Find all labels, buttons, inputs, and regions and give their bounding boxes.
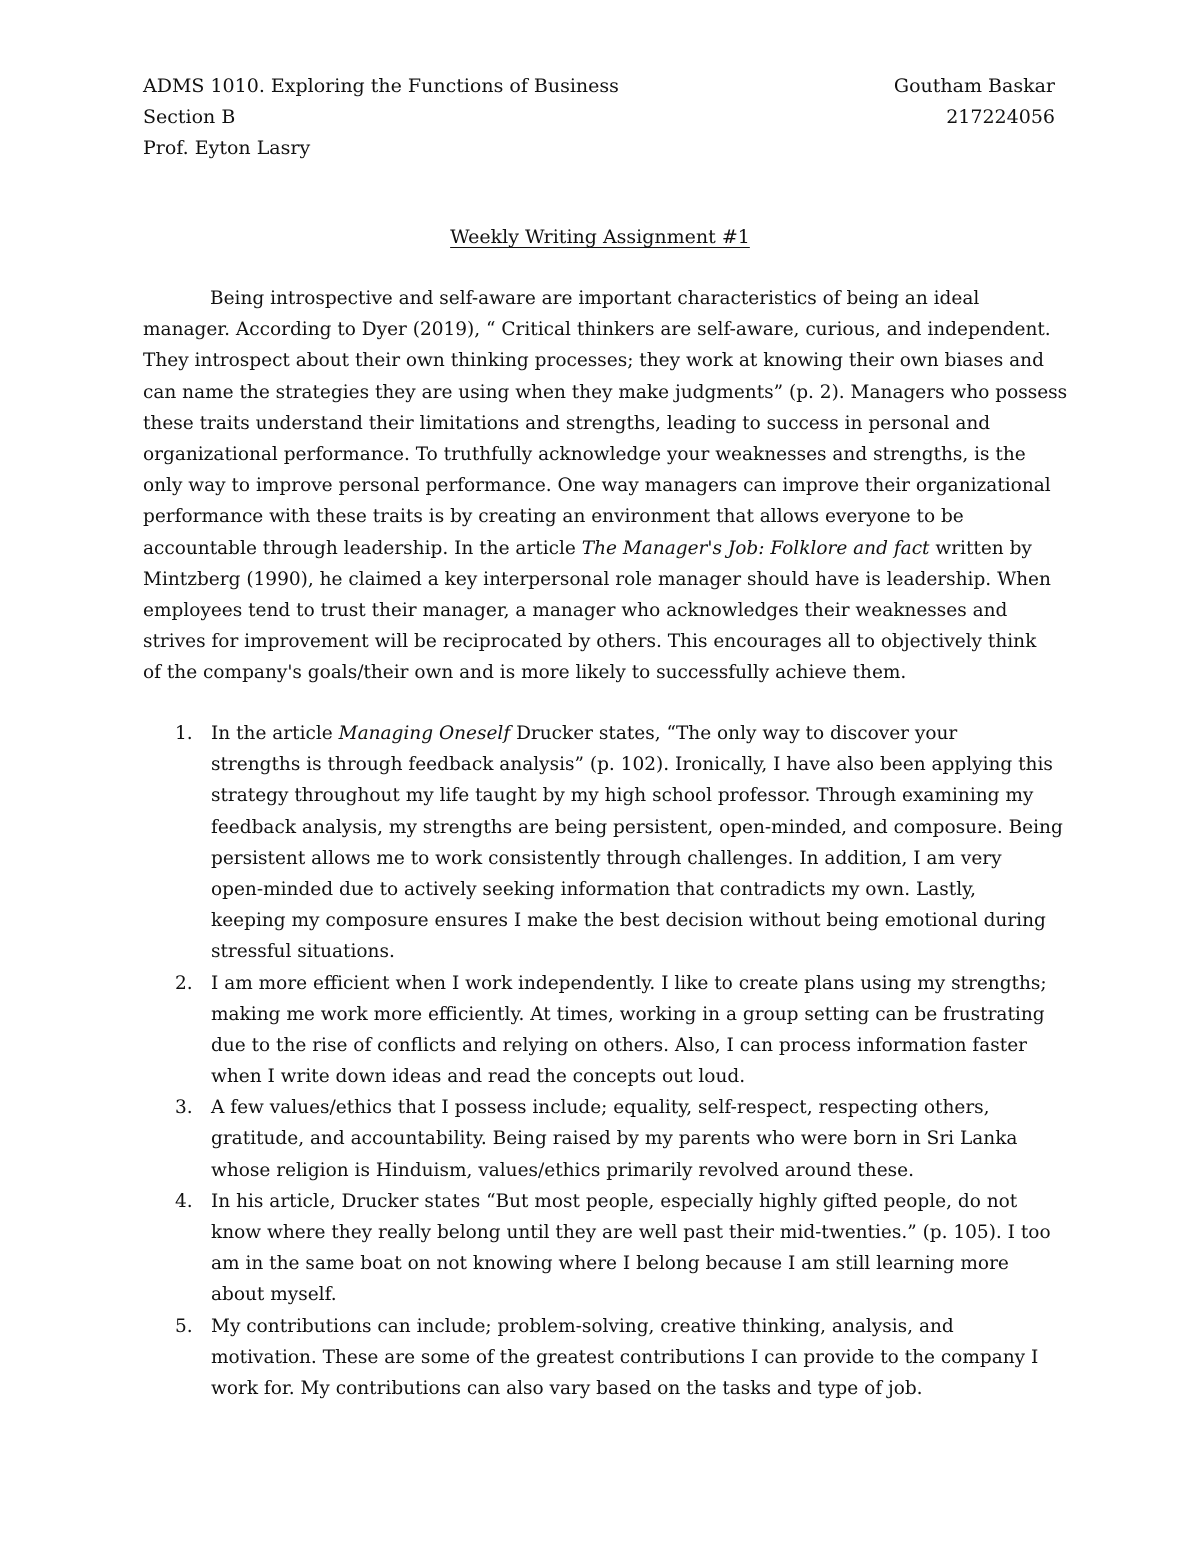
student-id: 217224056 (946, 106, 1055, 128)
paragraph-line: Being introspective and self-aware are important characteristics of being an ideal (210, 288, 980, 309)
list-number: 1. (175, 723, 193, 744)
paragraph-line: They introspect about their own thinking processes; they work at knowing their own biases and (143, 350, 1044, 372)
line-text: accountable through leadership. In the article (143, 537, 582, 559)
list-line: persistent allows me to work consistently through challenges. In addition, I am very (211, 847, 1002, 869)
paragraph-line: strives for improvement will be reciprocated by others. This encourages all to objectively think (143, 631, 1037, 653)
student-name: Goutham Baskar (893, 75, 1055, 97)
paragraph-line: can name the strategies they are using when they make judgments” (p. 2). Managers who possess (143, 381, 1068, 403)
list-line: work for. My contributions can also vary based on the tasks and type of job. (211, 1377, 923, 1399)
list-item (143, 718, 1063, 968)
list-line: due to the rise of conflicts and relying on others. Also, I can process information faster (211, 1034, 1028, 1056)
paragraph-line: manager. According to Dyer (2019), “ Critical thinkers are self-aware, curious, and independent. (143, 319, 1051, 341)
section-label: Section B (143, 106, 236, 128)
list-line: feedback analysis, my strengths are being persistent, open-minded, and composure. Being (211, 816, 1063, 838)
list-line: strategy throughout my life taught by my high school professor. Through examining my (211, 785, 1034, 807)
paragraph-line: employees tend to trust their manager, a manager who acknowledges their weaknesses and (143, 599, 1008, 621)
paragraph-line: of the company's goals/their own and is more likely to successfully achieve them. (143, 662, 907, 684)
paragraph-line: Mintzberg (1990), he claimed a key interpersonal role manager should have is leadership. When (143, 568, 1051, 590)
header-row-2 (143, 102, 1055, 132)
list-line: am in the same boat on not knowing where I belong because I am still learning more (211, 1253, 1009, 1275)
professor-name: Prof. Eyton Lasry (143, 137, 311, 159)
line-text: Drucker states, “The only way to discover your (510, 723, 958, 744)
list-line: making me work more efficiently. At times, working in a group setting can be frustrating (211, 1003, 1045, 1025)
list-number: 5. (175, 1315, 193, 1337)
course-name: ADMS 1010. Exploring the Functions of Business (143, 75, 619, 97)
list-line: know where they really belong until they are well past their mid-twenties.” (p. 105). I too (211, 1222, 1051, 1243)
list-line (211, 718, 1063, 749)
header-row-3 (143, 133, 1055, 163)
list-line: open-minded due to actively seeking information that contradicts my own. Lastly, (211, 878, 976, 900)
list-item (143, 1186, 1063, 1311)
list-item (143, 968, 1063, 1093)
line-text: written by (929, 537, 1032, 559)
list-line: My contributions can include; problem-solving, creative thinking, analysis, and (211, 1315, 954, 1337)
paragraph-line: these traits understand their limitations and strengths, leading to success in personal and (143, 412, 991, 434)
list-line: gratitude, and accountability. Being raised by my parents who were born in Sri Lanka (211, 1128, 1018, 1150)
list-line: In his article, Drucker states “But most people, especially highly gifted people, do not (211, 1190, 1018, 1212)
header-row-1 (143, 71, 1055, 101)
line-text: In the article (211, 723, 339, 744)
paragraph-line: only way to improve personal performance. One way managers can improve their organizational (143, 475, 1051, 497)
list-number: 3. (175, 1097, 193, 1119)
list-line: A few values/ethics that I possess include; equality, self-respect, respecting others, (211, 1097, 990, 1119)
list-line: I am more efficient when I work independently. I like to create plans using my strengths; (211, 972, 1047, 994)
article-title-italic: Managing Oneself (338, 723, 511, 744)
title-text: Weekly Writing Assignment #1 (450, 226, 750, 248)
intro-paragraph (143, 283, 1068, 688)
list-line: keeping my composure ensures I make the best decision without being emotional during (211, 910, 1046, 932)
article-title-italic: The Manager's Job: Folklore and fact (581, 537, 930, 559)
numbered-list (143, 718, 1063, 1404)
paragraph-line-with-citation (143, 533, 1059, 564)
paragraph-line: organizational performance. To truthfully acknowledge your weaknesses and strengths, is the (143, 443, 1026, 465)
list-line: whose religion is Hinduism, values/ethics primarily revolved around these. (211, 1159, 914, 1181)
list-line: stressful situations. (211, 941, 395, 963)
list-number: 4. (175, 1190, 193, 1212)
list-line: strengths is through feedback analysis” (p. 102). Ironically, I have also been applying this (211, 754, 1053, 776)
list-line: motivation. These are some of the greatest contributions I can provide to the company I (211, 1346, 1039, 1368)
list-item (143, 1092, 1063, 1186)
list-number: 2. (175, 972, 193, 994)
paragraph-line: performance with these traits is by creating an environment that allows everyone to be (143, 506, 964, 528)
list-item (143, 1311, 1063, 1405)
list-line: about myself. (211, 1284, 337, 1306)
page-title (0, 222, 1200, 252)
list-line: when I write down ideas and read the concepts out loud. (211, 1066, 746, 1088)
